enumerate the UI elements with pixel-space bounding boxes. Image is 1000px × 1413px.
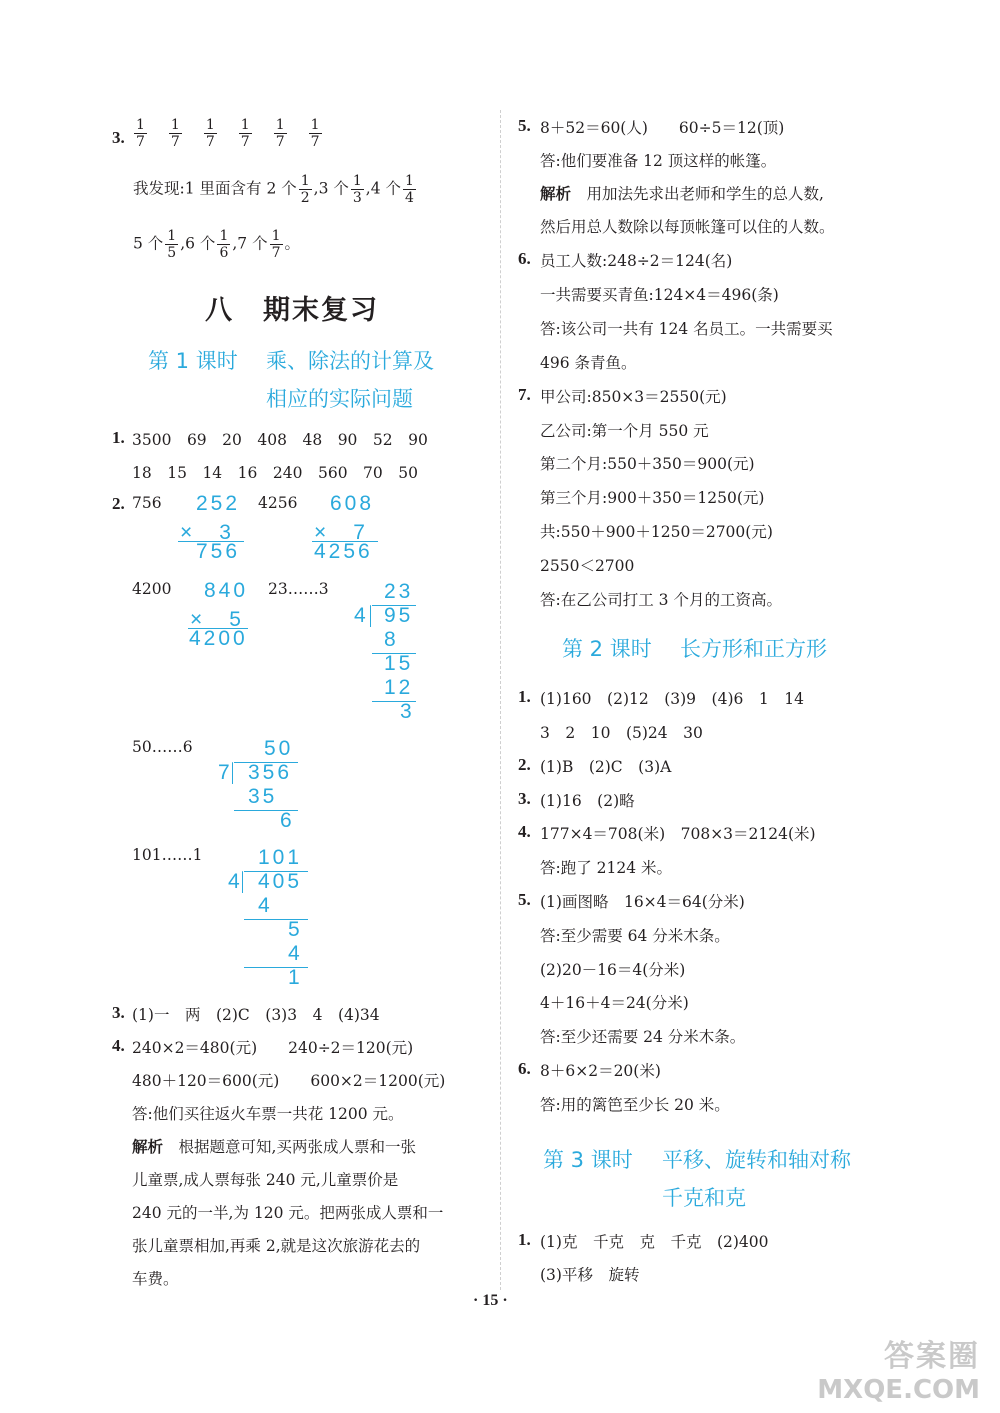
answer-line: 2550＜2700 <box>540 557 635 575</box>
question-number: 3. <box>112 1003 125 1022</box>
answer-line: (2)20－16＝4(分米) <box>540 961 686 979</box>
text: 5 个 <box>133 234 164 253</box>
answer-line: 甲公司:850×3＝2550(元) <box>540 388 727 406</box>
multiplier: × 5 <box>190 608 244 631</box>
lesson-3-title: 平移、旋转和轴对称 <box>662 1148 851 1172</box>
question-number: 4. <box>518 822 531 841</box>
answer-line: 乙公司:第一个月 550 元 <box>540 422 709 440</box>
question-number: 2. <box>518 755 531 774</box>
answer-value: 4200 <box>132 580 172 598</box>
answer-line: 答:至少需要 64 分米木条。 <box>540 927 730 945</box>
fraction: $\frac{1}{7}$ <box>205 117 215 150</box>
fraction: $\frac{1}{4}$ <box>405 173 414 206</box>
answer-line: (1)一 两 (2)C (3)3 4 (4)34 <box>132 1006 380 1024</box>
text: ,4 个 <box>365 179 402 198</box>
text: ,3 个 <box>313 179 349 198</box>
step: 12 <box>384 676 414 699</box>
watermark-logo-text: 答案圈 <box>884 1339 980 1374</box>
fraction: $\frac{1}{7}$ <box>170 117 180 150</box>
question-number: 1. <box>518 687 531 706</box>
answer-line: 18 15 14 16 240 560 70 50 <box>132 464 419 482</box>
question-number: 1. <box>112 428 125 447</box>
answer-line: 第二个月:550＋350＝900(元) <box>540 455 755 473</box>
answer-line: 共:550＋900＋1250＝2700(元) <box>540 523 773 541</box>
fraction: $\frac{1}{7}$ <box>275 117 285 150</box>
answer-line: 答:跑了 2124 米。 <box>540 859 673 877</box>
answer-line: 3500 69 20 408 48 90 52 90 <box>132 431 428 449</box>
multiplicand: 608 <box>330 492 375 515</box>
lesson-1-title-cont: 相应的实际问题 <box>266 387 413 411</box>
answer-value: 50……6 <box>132 738 193 756</box>
divisor: 4 <box>228 870 243 893</box>
answer-line: (1)16 (2)略 <box>540 792 635 810</box>
answer-line: 答:至少还需要 24 分米木条。 <box>540 1028 746 1046</box>
analysis-line: 车费。 <box>132 1270 179 1288</box>
question-number: 5. <box>518 890 531 909</box>
text: 根据题意可知,买两张成人票和一张 <box>163 1138 416 1156</box>
analysis-line <box>540 182 824 204</box>
fraction: $\frac{1}{7}$ <box>136 117 145 150</box>
answer-line: 8＋6×2＝20(米) <box>540 1062 661 1080</box>
divisor: 7 <box>218 761 233 784</box>
question-number: 1. <box>518 1230 531 1249</box>
analysis-line: 240 元的一半,为 120 元。把两张成人票和一 <box>132 1204 444 1222</box>
question-number: 4. <box>112 1036 125 1055</box>
remainder: 6 <box>280 809 295 832</box>
analysis-line: 然后用总人数除以每顶帐篷可以住的人数。 <box>540 218 835 236</box>
answer-line: 4＋16＋4＝24(分米) <box>540 994 689 1012</box>
text: ,6 个 <box>180 234 216 253</box>
text: 我发现:1 里面含有 2 个 <box>133 179 297 198</box>
answer-line: 答:用的篱笆至少长 20 米。 <box>540 1096 730 1114</box>
fraction: $\frac{1}{7}$ <box>240 117 250 150</box>
division-bracket <box>370 605 371 627</box>
remainder: 1 <box>288 966 303 989</box>
question-number: 6. <box>518 249 531 268</box>
dividend: 405 <box>258 870 303 893</box>
question-number: 3. <box>518 789 531 808</box>
text: 。 <box>284 234 301 253</box>
fraction: $\frac{1}{3}$ <box>352 173 362 206</box>
answer-value: 101……1 <box>132 846 203 864</box>
fraction: $\frac{1}{6}$ <box>219 228 229 261</box>
step: 15 <box>384 652 414 675</box>
fraction: $\frac{1}{7}$ <box>271 228 281 261</box>
quotient: 50 <box>264 737 294 760</box>
answer-value: 4256 <box>258 494 298 512</box>
answer-line: 240×2＝480(元) 240÷2＝120(元) <box>132 1039 414 1057</box>
remainder: 3 <box>400 700 415 723</box>
lesson-2-title: 长方形和正方形 <box>680 637 827 661</box>
analysis-line: 张儿童票相加,再乘 2,就是这次旅游花去的 <box>132 1237 421 1255</box>
lesson-2-number: 第 2 课时 <box>562 637 652 661</box>
question-number: 7. <box>518 385 531 404</box>
answer-line: 3 2 10 (5)24 30 <box>540 724 703 742</box>
step: 4 <box>288 942 303 965</box>
analysis-tag: 解析 <box>540 185 572 203</box>
multiplier: × 3 <box>180 521 234 544</box>
answer-line: 答:他们要准备 12 顶这样的帐篷。 <box>540 152 777 170</box>
divisor: 4 <box>354 604 369 627</box>
answer-line: 177×4＝708(米) 708×3＝2124(米) <box>540 825 816 843</box>
fraction-row <box>132 117 342 150</box>
answer-line: 答:在乙公司打工 3 个月的工资高。 <box>540 591 782 609</box>
quotient: 23 <box>384 580 414 603</box>
step: 35 <box>248 785 278 808</box>
lesson-1-title: 乘、除法的计算及 <box>266 349 434 373</box>
multiplier: × 7 <box>314 521 368 544</box>
text: ,7 个 <box>232 234 268 253</box>
watermark-url: MXQE.COM <box>817 1375 980 1405</box>
product: 4200 <box>189 627 248 650</box>
product: 4256 <box>314 540 373 563</box>
answer-line: 答:该公司一共有 124 名员工。一共需要买 <box>540 320 833 338</box>
lesson-1-number: 第 1 课时 <box>148 349 238 373</box>
answer-line: 480＋120＝600(元) 600×2＝1200(元) <box>132 1072 446 1090</box>
quotient: 101 <box>258 846 303 869</box>
fraction: $\frac{1}{7}$ <box>310 117 320 150</box>
answer-line: 答:他们买往返火车票一共花 1200 元。 <box>132 1105 404 1123</box>
analysis-line <box>132 1135 416 1157</box>
answer-line: (1)克 千克 克 千克 (2)400 <box>540 1233 769 1251</box>
fraction: $\frac{1}{5}$ <box>167 228 177 261</box>
column-divider <box>500 110 501 1290</box>
lesson-3-title-cont: 千克和克 <box>662 1186 746 1210</box>
watermark <box>817 1331 980 1405</box>
dividend: 356 <box>248 761 293 784</box>
text: 用加法先求出老师和学生的总人数, <box>571 185 824 203</box>
discover-line-1 <box>133 173 418 206</box>
step: 8 <box>384 628 399 651</box>
question-number: 3. <box>112 128 125 147</box>
answer-line: (3)平移 旋转 <box>540 1266 640 1284</box>
step: 5 <box>288 918 303 941</box>
answer-line: (1)B (2)C (3)A <box>540 758 672 776</box>
discover-line-2 <box>133 228 300 261</box>
answer-line: 第三个月:900＋350＝1250(元) <box>540 489 765 507</box>
analysis-line: 儿童票,成人票每张 240 元,儿童票价是 <box>132 1171 399 1189</box>
unit-title: 八 期末复习 <box>205 295 379 326</box>
question-number: 6. <box>518 1059 531 1078</box>
answer-value: 756 <box>132 494 162 512</box>
answer-value: 23……3 <box>268 580 329 598</box>
multiplicand: 252 <box>196 492 241 515</box>
question-number: 5. <box>518 116 531 135</box>
page-number: · 15 · <box>473 1292 508 1309</box>
multiplicand: 840 <box>204 579 249 602</box>
dividend: 95 <box>384 604 414 627</box>
analysis-tag: 解析 <box>132 1138 164 1156</box>
product: 756 <box>196 540 241 563</box>
answer-line: (1)160 (2)12 (3)9 (4)6 1 14 <box>540 690 804 708</box>
answer-line: 员工人数:248÷2＝124(名) <box>540 252 733 270</box>
answer-line: 496 条青鱼。 <box>540 354 637 372</box>
answer-line: 8＋52＝60(人) 60÷5＝12(顶) <box>540 119 785 137</box>
fraction: $\frac{1}{2}$ <box>300 173 310 206</box>
answer-line: (1)画图略 16×4＝64(分米) <box>540 893 745 911</box>
question-number: 2. <box>112 494 125 513</box>
answer-line: 一共需要买青鱼:124×4＝496(条) <box>540 286 779 304</box>
lesson-3-number: 第 3 课时 <box>543 1148 633 1172</box>
step: 4 <box>258 894 273 917</box>
